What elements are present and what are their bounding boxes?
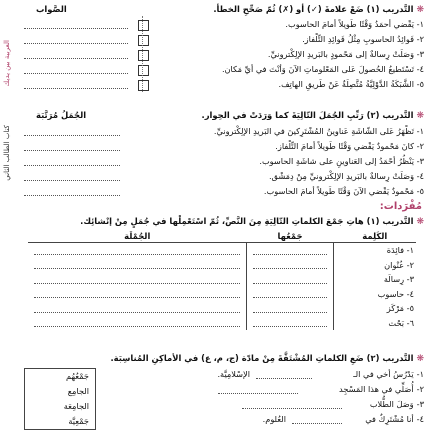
answer-line-2[interactable] bbox=[24, 43, 128, 44]
star-icon: ❋ bbox=[416, 5, 424, 15]
exercise4-item-2: ٢-أُصَلِّي في هذا المَسْجِد bbox=[339, 384, 424, 394]
choice-2[interactable]: الجامِع bbox=[67, 386, 89, 396]
star-icon: ❋ bbox=[416, 217, 424, 227]
exercise2-item-2: ٢- كانَ مَحْمودٌ يَقْضي وَقْتًا طَويلاً أمامَ التِّلْفاز. bbox=[275, 141, 424, 151]
plural-input[interactable] bbox=[247, 243, 334, 258]
exercise4-item-1: ١-يَدْرُسُ أخي في الـ bbox=[353, 369, 424, 379]
sentence-input[interactable] bbox=[28, 272, 247, 287]
vocabulary-heading: مُفْرَدات: bbox=[379, 201, 422, 212]
side-tab-book: كتاب الطالب الثاني bbox=[3, 125, 11, 181]
exercise2-item-4: ٤- وَصَلَتْ رِسالةٌ بالبَريدِ الإلِكْترونيِّ مِنْ دِمَشْق. bbox=[268, 171, 424, 181]
order-line-1[interactable] bbox=[24, 135, 120, 136]
exercise1-item-3: ٣- وَصَلَتْ رِسالةٌ إلى مَحْمودٍ بالبَريدِ الإلِكْترونيِّ. bbox=[267, 49, 424, 59]
word-cell: ٦- بَحْث bbox=[334, 316, 417, 331]
table-row bbox=[28, 272, 416, 287]
star-icon: ❋ bbox=[416, 354, 424, 364]
sentence-input[interactable] bbox=[28, 258, 247, 273]
answer-line-5[interactable] bbox=[24, 88, 128, 89]
sentence-input[interactable] bbox=[28, 287, 247, 302]
exercise1-item-4: ٤- تَسْتَطيعُ الحُصولَ عَلى المَعْلوماتِ الآنَ وَأنْتَ في أيِّ مَكان. bbox=[221, 64, 424, 74]
word-cell: ٤- حاسوب bbox=[334, 287, 417, 302]
exercise4-item-4: ٤-أنا مُشْتَرِكٌ في bbox=[365, 414, 424, 424]
side-tab bbox=[0, 30, 16, 210]
choice-3[interactable]: الجامِعَة bbox=[63, 401, 89, 411]
order-line-5[interactable] bbox=[24, 195, 120, 196]
table-row bbox=[28, 287, 416, 302]
exercise1-item-1: ١- يَقْضي أحمَدُ وَقْتًا طَويلاً أمامَ الحاسوب. bbox=[285, 19, 424, 29]
word-cell: ٢- عُنْوان bbox=[334, 258, 417, 273]
word-cell: ٣- رِسالَة bbox=[334, 272, 417, 287]
exercise2-item-3: ٣- يَنْظُرُ أحْمَدُ إلى العَناوينِ على شاشَةِ الحاسوب. bbox=[259, 156, 424, 166]
vocabulary-table bbox=[28, 230, 416, 330]
header-plural: جَمْعُها bbox=[247, 230, 334, 243]
header-word: الكَلِمة bbox=[334, 230, 417, 243]
checkbox-1[interactable] bbox=[138, 20, 149, 31]
exercise2-title: ❋التَّدريب (٢) رَتِّبِ الجُمَلَ التّالِيَةَ كما وَرَدَتْ في الحِوار. bbox=[201, 110, 424, 121]
table-row bbox=[28, 258, 416, 273]
sentence-input[interactable] bbox=[28, 243, 247, 258]
order-line-2[interactable] bbox=[24, 150, 120, 151]
table-row bbox=[28, 301, 416, 316]
checkbox-4[interactable] bbox=[138, 65, 149, 76]
blank-1[interactable] bbox=[256, 378, 312, 379]
blank-3[interactable] bbox=[242, 408, 342, 409]
choice-1[interactable]: جَمْعُهُم bbox=[66, 371, 89, 381]
star-icon: ❋ bbox=[416, 111, 424, 121]
table-row bbox=[28, 316, 416, 331]
checkbox-5[interactable] bbox=[138, 80, 149, 91]
blank-2[interactable] bbox=[218, 393, 298, 394]
exercise1-item-5: ٥- الشَّبَكَةُ الدَّوْلِيَّةُ مُتَّصِلَةٌ عَنْ طَريقِ الهاتِف. bbox=[278, 79, 424, 89]
exercise4-item-4-end: العُلوم. bbox=[262, 414, 286, 424]
plural-input[interactable] bbox=[247, 272, 334, 287]
exercise2-item-5: ٥- مَحْمودٌ يَقْضي الآنَ وَقْتًا طَويلاً أمامَ الحاسوب. bbox=[263, 186, 424, 196]
answer-line-4[interactable] bbox=[24, 73, 128, 74]
plural-input[interactable] bbox=[247, 258, 334, 273]
sentence-input[interactable] bbox=[28, 316, 247, 331]
checkbox-3[interactable] bbox=[138, 50, 149, 61]
exercise1-title: ❋التَّدريب (١) ضَعْ علامةَ (✓) أو (✗) ثُمّ صَحِّحِ الخطأ. bbox=[213, 4, 424, 15]
content bbox=[22, 4, 424, 428]
word-cell: ١- فائِدَة bbox=[334, 243, 417, 258]
word-cell: ٥- مَرْكَز bbox=[334, 301, 417, 316]
side-tab-series: العربية بين يديك bbox=[3, 40, 11, 87]
plural-input[interactable] bbox=[247, 287, 334, 302]
exercise2-answer-header: الجُمَلُ مُرَتَّبَة bbox=[36, 110, 87, 120]
header-sentence: الجُمْلَة bbox=[28, 230, 247, 243]
plural-input[interactable] bbox=[247, 301, 334, 316]
exercise4-item-3: ٣-وَصَلَ الطُّلاب bbox=[369, 399, 424, 409]
table-header-row bbox=[28, 230, 416, 243]
order-line-4[interactable] bbox=[24, 180, 120, 181]
word-choice-box bbox=[24, 368, 96, 430]
exercise4-title: ❋التَّدريب (٢) ضَعِ الكلماتِ المُشْتَقَّةَ مِنْ مادّة (ج، م، ع) في الأماكِنِ المُناسِبَة. bbox=[110, 353, 424, 364]
exercise3-title: ❋التَّدريب (١) هاتِ جَمْعَ الكلماتِ التّالِيَةِ مِنَ النَّصِّ، ثُمّ اسْتَعْمِلْها في جُمَلٍ مِنْ إنْشائِك. bbox=[80, 216, 424, 227]
exercise1-item-2: ٢- فَوائِدُ الحاسوبِ مِثْلُ فَوائِدِ التِّلْفاز. bbox=[302, 34, 424, 44]
exercise1-answer-header: الصَّواب bbox=[36, 4, 67, 14]
blank-4[interactable] bbox=[292, 423, 342, 424]
plural-input[interactable] bbox=[247, 316, 334, 331]
answer-line-3[interactable] bbox=[24, 58, 128, 59]
checkbox-2[interactable] bbox=[138, 35, 149, 46]
choice-4[interactable]: جَمْعِيَّة bbox=[68, 416, 89, 426]
checkbox-guide-line bbox=[142, 16, 143, 92]
order-line-3[interactable] bbox=[24, 165, 120, 166]
exercise4-item-1-end: الإسْلامِيَّة. bbox=[217, 369, 250, 379]
answer-line-1[interactable] bbox=[24, 28, 128, 29]
sentence-input[interactable] bbox=[28, 301, 247, 316]
table-row bbox=[28, 243, 416, 258]
exercise2-item-1: ١- تَظْهَرُ عَلى الشّاشَةِ عَناوينُ المُشْتَرِكينَ في البَريدِ الإلِكْترونيِّ. bbox=[213, 126, 424, 136]
